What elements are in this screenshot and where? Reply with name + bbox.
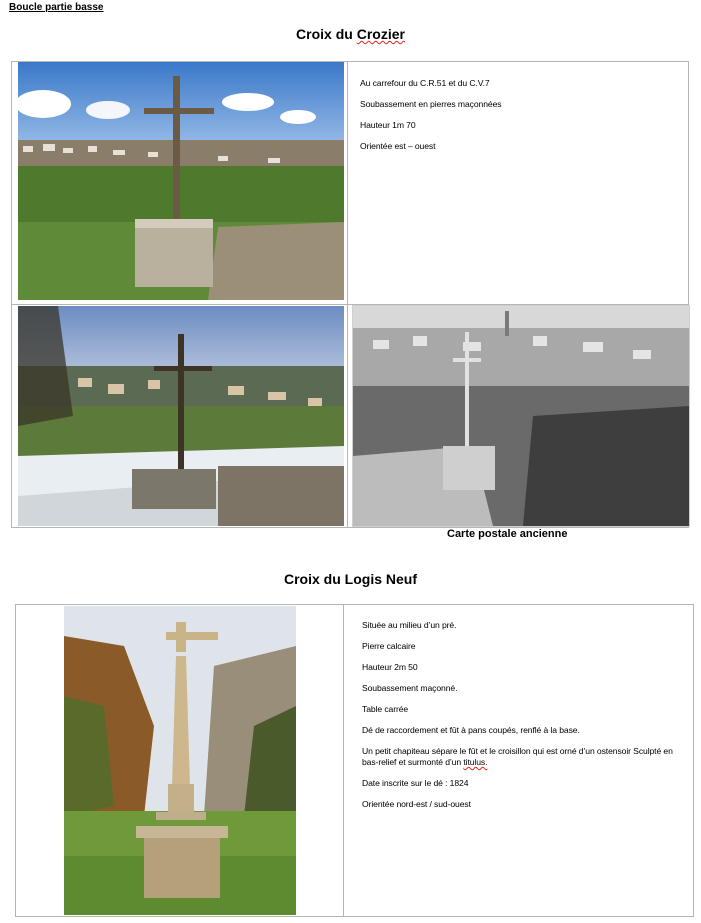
chapiteau-text: Un petit chapiteau sépare le fût et le croisillon qui est orné d’un ostensoir Sculpté en bas-relief et surmonté d’un <box>362 746 673 767</box>
info-line: Hauteur 1m 70 <box>360 120 416 130</box>
info-line: Hauteur 2m 50 <box>362 662 418 672</box>
titulus-word: titulus. <box>463 757 488 767</box>
logis-neuf-details <box>362 620 687 820</box>
table-divider <box>347 61 348 528</box>
info-line: Orientée est – ouest <box>360 141 436 151</box>
info-line: Située au milieu d’un pré. <box>362 620 457 630</box>
info-line: Soubassement maçonné. <box>362 683 458 693</box>
title-prefix: Croix du <box>296 26 357 42</box>
document-header: Boucle partie basse <box>9 2 104 13</box>
section-title-crozier <box>0 26 701 42</box>
section-title-logis-neuf: Croix du Logis Neuf <box>284 571 417 587</box>
info-line: Pierre calcaire <box>362 641 416 651</box>
title-name: Crozier <box>356 26 405 42</box>
info-line: Soubassement en pierres maçonnées <box>360 99 502 109</box>
info-line: Date inscrite sur le dé : 1824 <box>362 778 469 788</box>
info-line: Dé de raccordement et fût à pans coupés, renflé à la base. <box>362 725 580 735</box>
table-divider <box>343 604 344 917</box>
info-line: Au carrefour du C.R.51 et du C.V.7 <box>360 78 490 88</box>
info-line: Orientée nord-est / sud-ouest <box>362 799 471 809</box>
photo-carte-postale <box>352 305 690 527</box>
photo-croix-crozier <box>18 62 344 300</box>
photo-croix-crozier-winter <box>18 306 344 526</box>
postcard-caption: Carte postale ancienne <box>447 528 568 540</box>
crozier-details <box>360 78 680 162</box>
photo-croix-logis-neuf <box>64 606 296 915</box>
info-line: Table carrée <box>362 704 409 714</box>
info-line-chapiteau <box>362 746 687 768</box>
